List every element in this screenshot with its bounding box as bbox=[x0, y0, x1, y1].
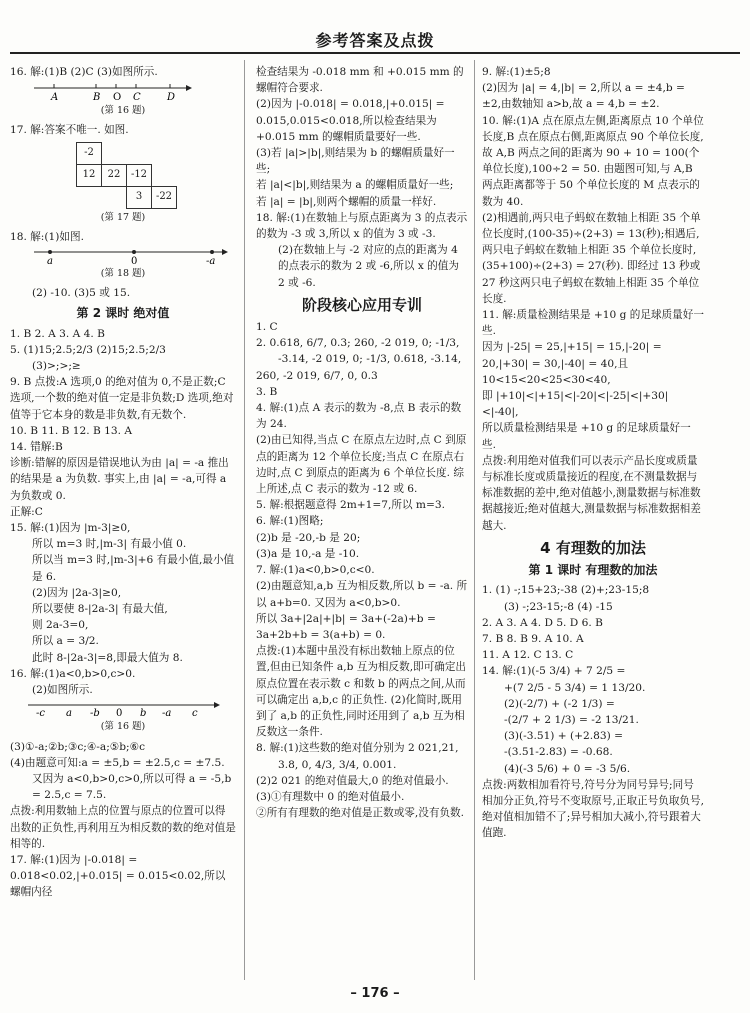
answer-line: 2. 0.618, 6/7, 0.3; 260, -2 019, 0; -1/3, bbox=[256, 337, 460, 350]
answer-line: 若 |a| = |b|,则两个螺帽的质量一样好. bbox=[256, 195, 437, 208]
answer-line: (2)b 是 -20,-b 是 20; bbox=[256, 531, 361, 544]
page-number: – 176 – bbox=[350, 986, 400, 1001]
answer-line: (2)由已知得,当点 C 在原点左边时,点 C 到原点的距离为 12 个单位长度;当点 C 在原点右边时,点 C 到原点的距离为 6 个单位长度. 综上所述,点 C 表示的数为 -12 或 6. bbox=[256, 434, 467, 496]
page-title: 参考答案及点拨 bbox=[315, 31, 435, 50]
answer-line: 15. 解:(1)因为 |m-3|≥0, bbox=[10, 522, 131, 535]
number-line-q16 bbox=[10, 80, 236, 102]
answer-line: -(3.51-2.83) = -0.68. bbox=[504, 746, 613, 759]
answer-line: 5. (1)15;2.5;2/3 (2)15;2.5;2/3 bbox=[10, 343, 166, 356]
answer-line: 16. 解:(1)B (2)C (3)如图所示. bbox=[10, 66, 158, 78]
point-label: A bbox=[51, 92, 59, 103]
answer-line: 17. 解:答案不唯一. 如图. bbox=[10, 124, 129, 137]
answer-line: 因为 |-25| = 25,|+15| = 15,|-20| = 20,|+30| = 30,|-40| = 40,且 10<15<20<25<30<40, bbox=[482, 341, 662, 386]
grid-cell: 3 bbox=[127, 186, 152, 208]
answer-line: 诊断:错解的原因是错误地认为由 |a| = -a 推出的结果是 a 为负数. 事实上,由 |a| = -a,可得 a 为负数或 0. bbox=[10, 457, 229, 502]
number-grid bbox=[76, 142, 177, 209]
answer-line: 6. 解:(1)图略; bbox=[256, 515, 324, 528]
answer-line: 1. C bbox=[256, 321, 278, 334]
answer-line: 所以要使 8-|2a-3| 有最大值, bbox=[32, 603, 168, 616]
column-divider bbox=[474, 60, 475, 980]
answer-line: ②所有有理数的绝对值是正数或零,没有负数. bbox=[256, 807, 465, 820]
answer-line: 11. 解:质量检测结果是 +10 g 的足球质量好一些. bbox=[482, 309, 704, 338]
answer-line: (3)①-a;②b;③c;④-a;⑤b;⑥c bbox=[10, 740, 146, 753]
point-label: O bbox=[113, 92, 122, 103]
answer-line: 所以 3a+|2a|+|b| = 3a+(-2a)+b = 3a+2b+b = 3(a+b) = 0. bbox=[256, 612, 436, 641]
answer-line: 9. B 点拨:A 选项,0 的绝对值为 0,不是正数;C 选项,一个数的绝对值一定是非负数;D 选项,绝对值等于它本身的数是非负数,有无数个. bbox=[10, 376, 234, 421]
answer-line: 4. 解:(1)点 A 表示的数为 -8,点 B 表示的数为 24. bbox=[256, 402, 462, 431]
answer-line: (2)如图所示. bbox=[32, 684, 93, 697]
answer-line: -3.14, -2 019, 0; -1/3, 0.618, -3.14, bbox=[278, 353, 462, 366]
answer-line: 1. B 2. A 3. A 4. B bbox=[10, 327, 105, 340]
answer-line: 则 2a-3=0, bbox=[32, 619, 89, 632]
section-subtitle: 第 1 课时 有理数的加法 bbox=[528, 563, 658, 578]
answer-line: 所以 a = 3/2. bbox=[32, 635, 99, 648]
answer-line: 7. B 8. B 9. A 10. A bbox=[482, 632, 584, 645]
answer-line: 9. 解:(1)±5;8 bbox=[482, 66, 551, 78]
grid-cell bbox=[152, 142, 177, 164]
answer-line: 此时 8-|2a-3|=8,即最大值为 8. bbox=[32, 651, 183, 664]
answer-line: 11. A 12. C 13. C bbox=[482, 649, 574, 662]
answer-line: 所以 m=3 时,|m-3| 有最小值 0. bbox=[32, 538, 187, 551]
section-title: 第 2 课时 绝对值 bbox=[76, 306, 170, 321]
grid-cell bbox=[77, 186, 102, 208]
answer-line: 检查结果为 -0.018 mm 和 +0.015 mm 的螺帽符合要求. bbox=[256, 66, 464, 95]
answer-line: (3)若 |a|>|b|,则结果为 b 的螺帽质量好一些; bbox=[256, 147, 455, 176]
answer-line: (2)相遇前,两只电子蚂蚁在数轴上相距 35 个单位长度时,(100-35)÷(2+3) = 13(秒);相遇后,两只电子蚂蚁在数轴上相距 35 个单位长度时,(35+100)÷(2+3) = 27(秒). 即经过 13 秒或 27 秒这两只电子蚂蚁在数轴上相距 35 个单位长度. bbox=[482, 211, 701, 305]
section-title: 阶段核心应用专训 bbox=[301, 295, 422, 314]
answer-line: 14. 错解:B bbox=[10, 441, 63, 454]
answer-line: 2. A 3. A 4. D 5. D 6. B bbox=[482, 616, 603, 629]
figure-caption: (第 18 题) bbox=[100, 268, 146, 280]
grid-cell bbox=[152, 164, 177, 186]
answer-line: +(7 2/5 - 5 3/4) = 1 13/20. bbox=[504, 681, 646, 694]
answer-line: 点拨:(1)本题中虽没有标出数轴上原点的位置,但由已知条件 a,b 互为相反数,即可确定出原点位置在表示数 c 和数 b 的两点之间,从而可以确定出 a,b,c 的正负性. (2)化简时,既用到了 a,b 的正负性,同时还用到了 a,b 互为相反数这一条件. bbox=[256, 645, 467, 739]
answer-line: (2)(-2/7) + (-2 1/3) = bbox=[504, 697, 615, 710]
point-label: -a bbox=[206, 256, 216, 266]
figure-caption: (第 16 题) bbox=[100, 721, 146, 733]
point-label: C bbox=[133, 92, 141, 103]
answer-line: (2)2 021 的绝对值最大,0 的绝对值最小. bbox=[256, 774, 449, 787]
answer-line: 所以质量检测结果是 +10 g 的足球质量好一些. bbox=[482, 422, 691, 451]
column-1 bbox=[10, 64, 236, 979]
grid-cell: 22 bbox=[102, 164, 127, 186]
answer-line: 10. 解:(1)A 点在原点左侧,距离原点 10 个单位长度,B 点在原点右侧,距离原点 90 个单位长度,故 A,B 两点之间的距离为 90 + 10 = 100(个单位长度),100÷2 = 50. 由题图可知,与 A,B 两点距离都等于 50 个单位长度的 M 点表示的数为 40. bbox=[482, 114, 704, 208]
answer-line: -(2/7 + 2 1/3) = -2 13/21. bbox=[504, 713, 639, 726]
point-label: -a bbox=[162, 708, 172, 719]
answer-line: 18. 解:(1)如图. bbox=[10, 230, 84, 243]
point-label: -b bbox=[90, 708, 100, 719]
answer-line: (2)因为 |2a-3|≥0, bbox=[32, 586, 122, 599]
point-label: 0 bbox=[131, 256, 138, 266]
answer-line: 16. 解:(1)a<0,b>0,c>0. bbox=[10, 667, 136, 680]
answer-line: 点拨:利用数轴上点的位置与原点的位置可以得出数的正负性,再利用互为相反数的数的绝对值是相等的. bbox=[10, 805, 236, 850]
answer-line: 7. 解:(1)a<0,b>0,c<0. bbox=[256, 564, 375, 577]
answer-line: 所以当 m=3 时,|m-3|+6 有最小值,最小值是 6. bbox=[32, 554, 235, 583]
figure-caption: (第 17 题) bbox=[100, 211, 146, 223]
answer-line: 即 |+10|<|+15|<|-20|<|-25|<|+30|<|-40|, bbox=[482, 390, 669, 419]
grid-cell bbox=[102, 142, 127, 164]
answer-line: (4)由题意可知:a = ±5,b = ±2.5,c = ±7.5. bbox=[10, 756, 225, 769]
point-label: D bbox=[167, 92, 176, 103]
answer-line: 1. (1) -;15+23;-38 (2)+;23-15;8 bbox=[482, 584, 650, 597]
grid-cell bbox=[127, 142, 152, 164]
answer-line: (3) -;23-15;-8 (4) -15 bbox=[504, 600, 613, 613]
column-divider bbox=[244, 60, 245, 980]
answer-line: 若 |a|<|b|,则结果为 a 的螺帽质量好一些; bbox=[256, 179, 454, 192]
answer-line: 260, -2 019, 6/7, 0, 0.3 bbox=[256, 369, 378, 382]
answer-line: (2)因为 |-0.018| = 0.018,|+0.015| = 0.015,0.015<0.018,所以检查结果为 +0.015 mm 的螺帽质量要好一些. bbox=[256, 98, 445, 143]
answer-line: (3)>;>;≥ bbox=[32, 360, 81, 373]
column-2 bbox=[256, 64, 468, 979]
grid-cell: 12 bbox=[77, 164, 102, 186]
point-label: a bbox=[66, 708, 72, 719]
answer-line: (2)因为 |a| = 4,|b| = 2,所以 a = ±4,b = ±2,由数轴知 a>b,故 a = 4,b = ±2. bbox=[482, 82, 685, 111]
answer-line: 3.8, 0, 4/3, 3/4, 0.001. bbox=[278, 758, 397, 771]
figure-caption: (第 16 题) bbox=[100, 105, 146, 117]
answer-line: (4)(-3 5/6) + 0 = -3 5/6. bbox=[504, 762, 631, 775]
answer-line: (3)①有理数中 0 的绝对值最小. bbox=[256, 790, 405, 803]
column-3 bbox=[482, 64, 704, 979]
grid-cell: -12 bbox=[127, 164, 152, 186]
answer-line: 点拨:两数相加看符号,符号分为同号异号;同号相加分正负,符号不变取原号,正取正号负取负号,绝对值相加错不了;异号相加大减小,符号跟着大值跑. bbox=[482, 778, 704, 840]
point-label: b bbox=[140, 708, 147, 719]
answer-line: (3)a 是 10,-a 是 -10. bbox=[256, 547, 360, 560]
point-label: c bbox=[192, 708, 198, 719]
point-label: -c bbox=[36, 708, 45, 719]
answer-line: (2) -10. (3)5 或 15. bbox=[32, 287, 131, 300]
grid-cell: -2 bbox=[77, 142, 102, 164]
answer-line: (3)(-3.51) + (+2.83) = bbox=[504, 730, 624, 743]
answer-line: 17. 解:(1)因为 |-0.018| = 0.018<0.02,|+0.015| = 0.015<0.02,所以螺帽内径 bbox=[10, 853, 226, 899]
grid-cell: -22 bbox=[152, 186, 177, 208]
point-label: a bbox=[47, 256, 53, 266]
answer-line: 正解:C bbox=[10, 505, 43, 518]
answer-line: 又因为 a<0,b>0,c>0,所以可得 a = -5,b = 2.5,c = 7.5. bbox=[32, 772, 232, 802]
answer-line: 18. 解:(1)在数轴上与原点距离为 3 的点表示的数为 -3 或 3,所以 x 的值为 3 或 -3. bbox=[256, 211, 468, 241]
answer-line: 10. B 11. B 12. B 13. A bbox=[10, 424, 132, 437]
point-label: B bbox=[93, 92, 101, 103]
answer-line: 5. 解:根据题意得 2m+1=7,所以 m=3. bbox=[256, 499, 445, 512]
grid-cell bbox=[102, 186, 127, 208]
page-header bbox=[0, 0, 750, 56]
header-rule bbox=[10, 52, 740, 54]
answer-line: 8. 解:(1)这些数的绝对值分别为 2 021,21, bbox=[256, 742, 459, 755]
number-line-q16b bbox=[10, 698, 236, 718]
answer-line: (2)在数轴上与 -2 对应的点的距离为 4 的点表示的数为 2 或 -6,所以 x 的值为 2 或 -6. bbox=[278, 244, 459, 289]
answer-line: (2)由题意知,a,b 互为相反数,所以 b = -a. 所以 a+b=0. 又因为 a<0,b>0. bbox=[256, 580, 468, 609]
point-label: 0 bbox=[116, 708, 123, 719]
answer-line: 点拨:利用绝对值我们可以表示产品长度或质量与标准长度或质量接近的程度,在不测量数据与标准数据的差中,绝对值越小,测量数据与标准数据越接近;绝对值越大,测量数据与标准数据相差越大. bbox=[482, 454, 701, 532]
section-title: 4 有理数的加法 bbox=[540, 538, 646, 557]
number-line-q18 bbox=[10, 245, 236, 265]
answer-line: 14. 解:(1)(-5 3/4) + 7 2/5 = bbox=[482, 665, 626, 678]
answer-line: 3. B bbox=[256, 385, 278, 398]
